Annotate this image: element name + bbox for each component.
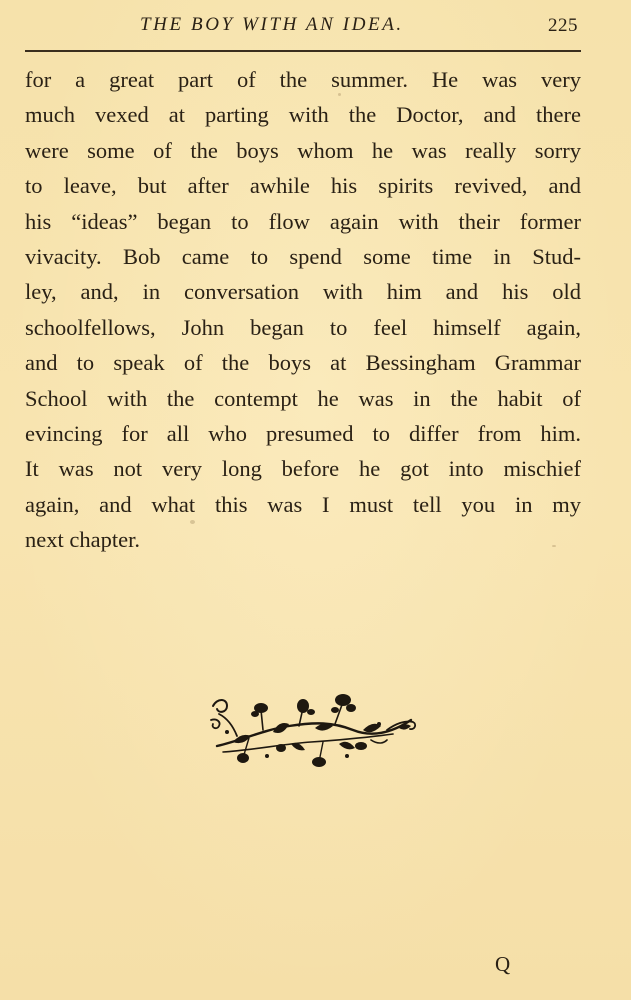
text-line: for a great part of the summer. He was very [25,67,581,92]
text-line: schoolfellows, John began to feel himself again, [25,314,581,340]
text-line: were some of the boys whom he was really sorry [25,137,581,163]
text-line: to leave, but after awhile his spirits revived, and [25,173,581,199]
paper-speck [190,520,195,524]
body-text [25,62,581,557]
text-line: evincing for all who presumed to differ from him. [25,420,581,446]
floral-vine-ornament-icon [203,686,419,770]
paper-speck [338,93,341,96]
text-line: ley, and, in conversation with him and his old [25,279,581,305]
text-line: vivacity. Bob came to spend some time in Stud- [25,243,581,269]
text-line: his “ideas” began to flow again with their former [25,208,581,234]
page-number: 225 [548,15,578,36]
text-line: and to speak of the boys at Bessingham Grammar [25,350,581,376]
text-line: School with the contempt he was in the habit of [25,385,581,411]
running-head-title: THE BOY WITH AN IDEA. [140,14,404,35]
text-line: next chapter. [25,527,140,553]
text-line: It was not very long before he got into mischief [25,456,581,482]
signature-mark: Q [495,952,511,976]
text-line: much vexed at parting with the Doctor, and there [25,102,581,128]
text-line: again, and what this was I must tell you in my [25,491,581,517]
header-rule [25,50,581,52]
paper-speck [552,545,556,547]
